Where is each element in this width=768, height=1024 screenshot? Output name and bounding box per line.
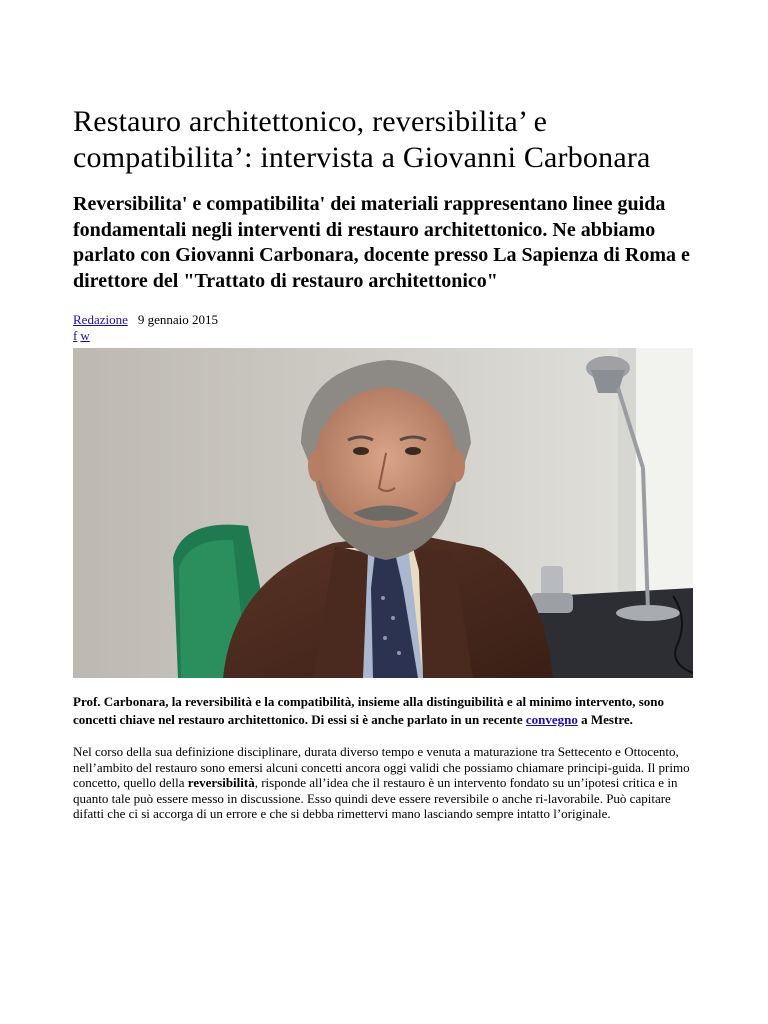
body-text-part1: Nel corso della sua definizione disciplinare, durata diverso tempo e venuta a maturazione tra Settecento e Ottocento, nell’ambito del restauro sono emersi alcuni concetti ancora oggi validi che possiamo chiamare principi-guida. Il primo concetto, quello della: [73, 744, 690, 791]
portrait-photo: [73, 348, 693, 678]
body-bold-term: reversibilità: [187, 775, 255, 791]
article-subtitle: Reversibilita' e compatibilita' dei materiali rappresentano linee guida fondamentali negli interventi di restauro architettonico. Ne abbiamo parlato con Giovanni Carbonara, docente presso La Sapienza di Roma e direttore del "Trattato di restauro architettonico": [73, 193, 690, 292]
convegno-link[interactable]: convegno: [525, 712, 578, 727]
caption-text: Prof. Carbonara, la reversibilità e la compatibilità, insieme alla distinguibilità e al minimo intervento, sono concetti chiave nel restauro architettonico. Di essi si è anche parlato in un recente: [73, 694, 664, 727]
author-link[interactable]: Redazione: [73, 312, 128, 327]
share-links: [73, 328, 695, 343]
article: [73, 104, 695, 822]
article-meta: [73, 311, 695, 328]
caption-tail: a Mestre.: [577, 712, 633, 727]
article-title: Restauro architettonico, reversibilita’ e compatibilita’: intervista a Giovanni Carbonara: [73, 105, 651, 174]
body-text-part2: , risponde all’idea che il restauro è un intervento fondato su un’ipotesi critica e in quanto tale può essere messo in discussione. Esso quindi deve essere reversibile o anche ri-lavorabile. Può capitare difatti che ci si accorga di un errore e che si debba rimettervi mano lasciando sempre intatto l’originale.: [73, 775, 678, 822]
twitter-share-link[interactable]: w: [80, 328, 90, 343]
facebook-share-link[interactable]: f: [73, 328, 78, 343]
article-body-paragraph: [73, 744, 695, 822]
publish-date: 9 gennaio 2015: [137, 312, 219, 327]
photo-caption: [73, 693, 695, 729]
